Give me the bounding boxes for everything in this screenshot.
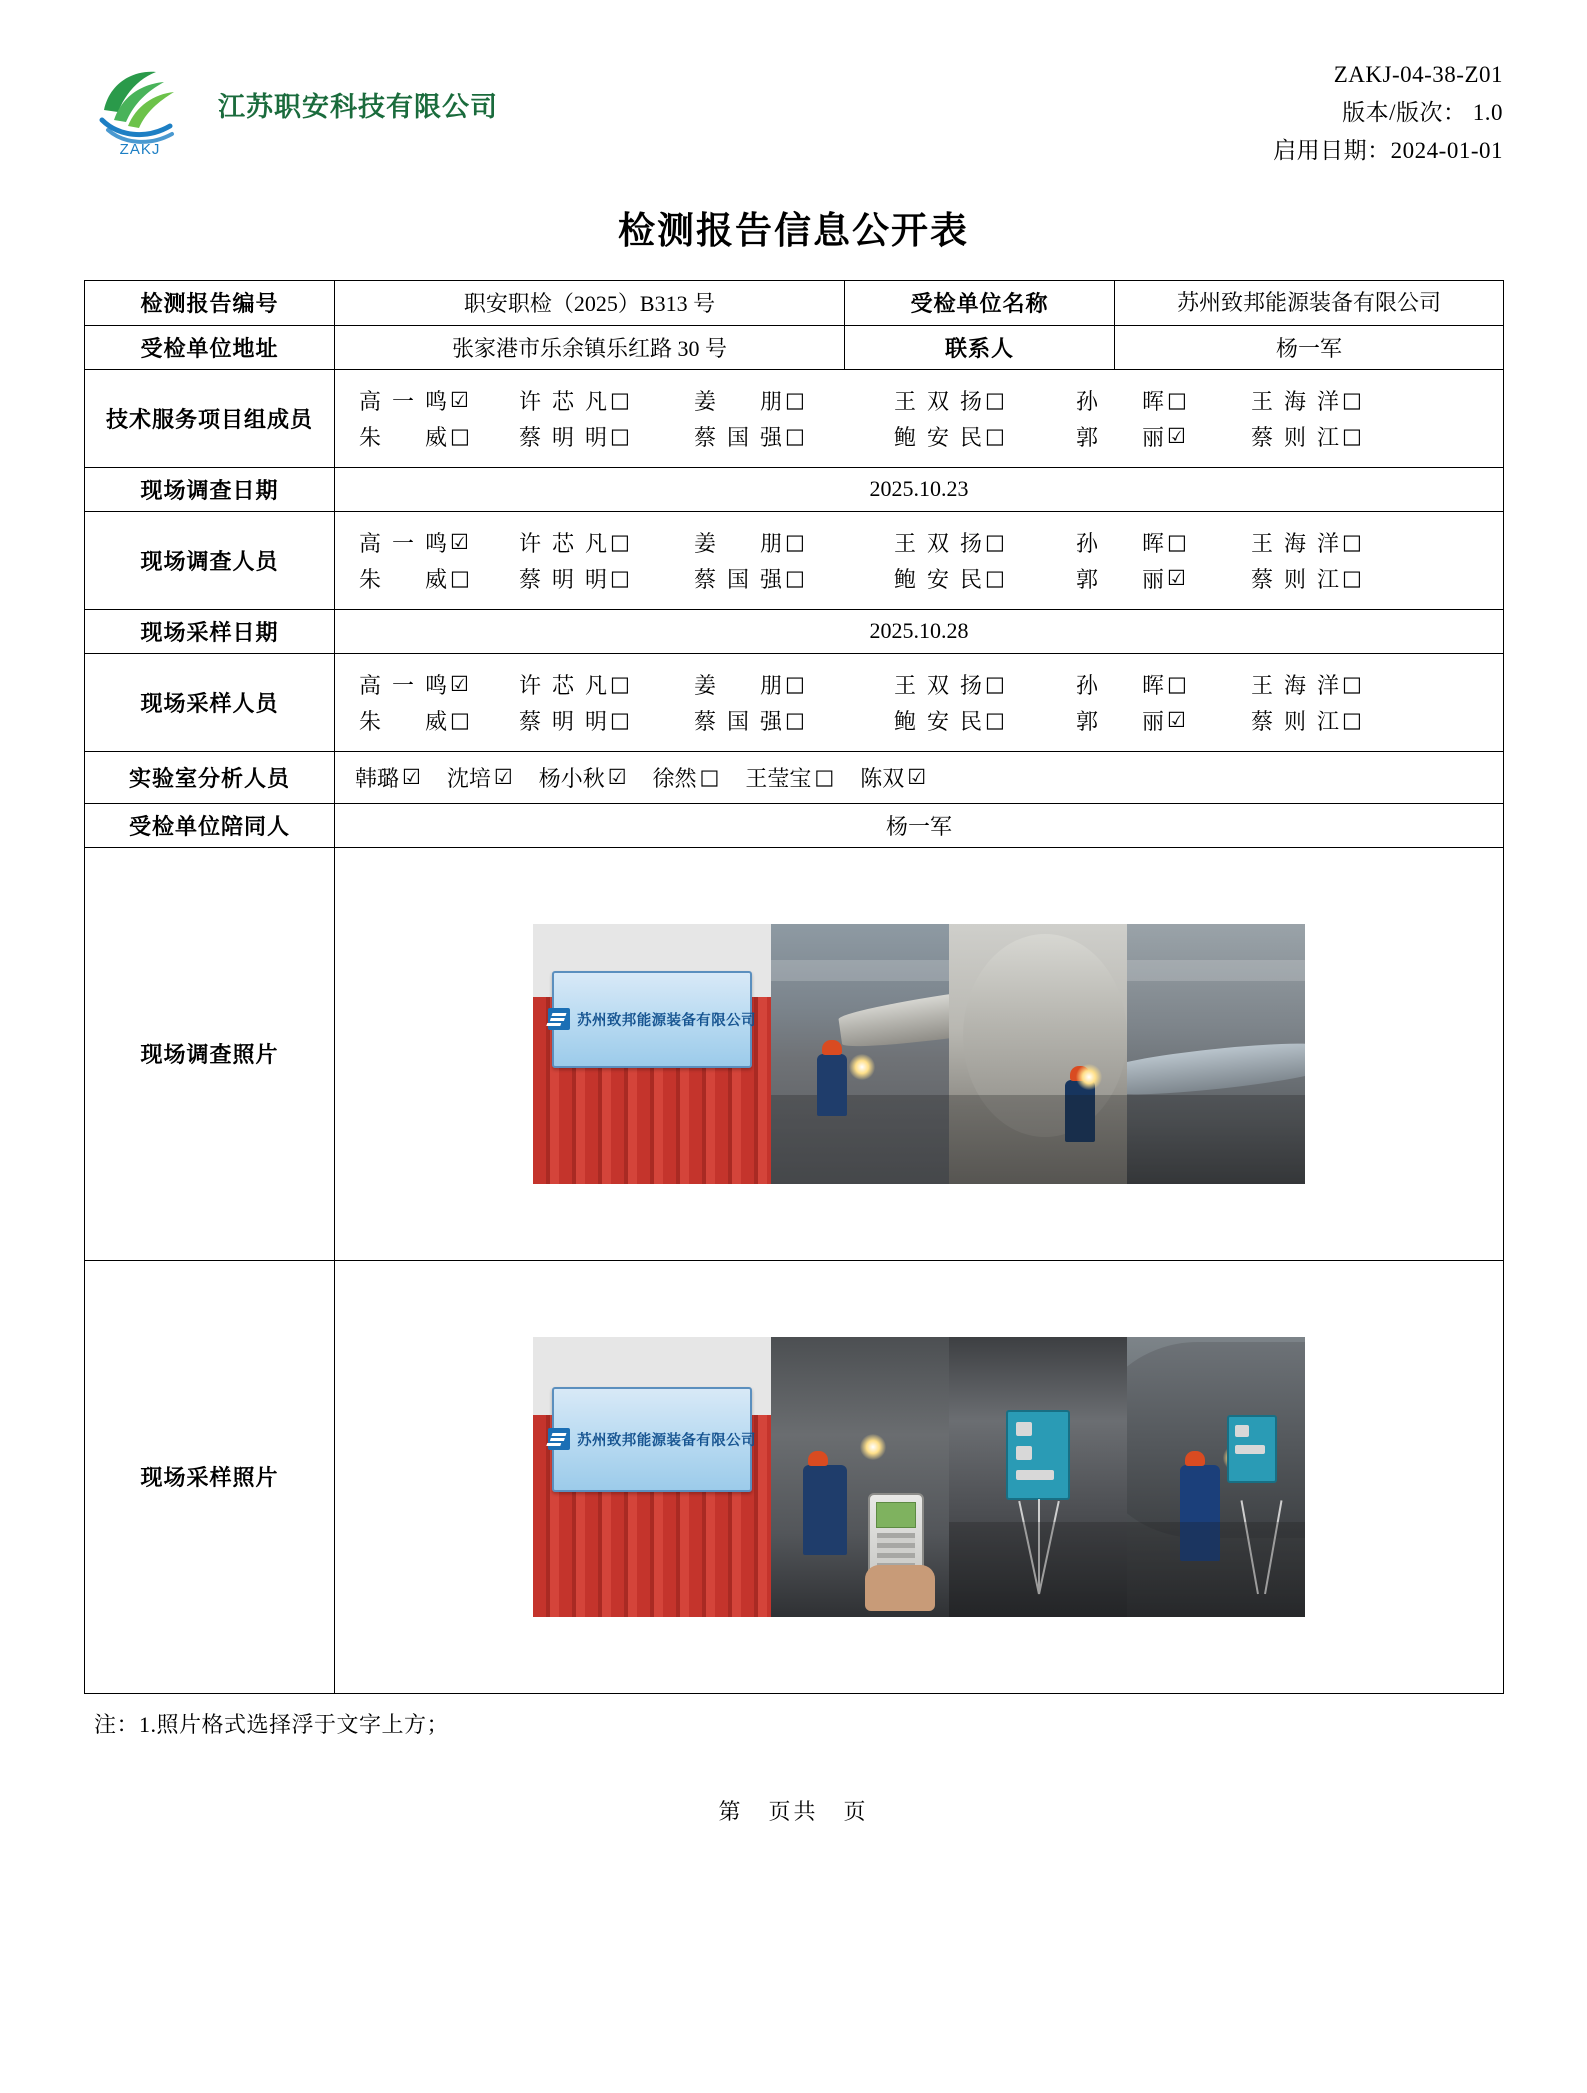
lab-staff-cell (335, 751, 1504, 803)
address-label: 受检单位地址 (85, 325, 335, 369)
contact-label: 联系人 (845, 325, 1115, 369)
checkbox-icon[interactable]: ☑ (450, 387, 469, 412)
staff-option[interactable]: 王双扬 □ (894, 671, 1005, 698)
photo-welding-workshop (771, 924, 949, 1184)
table-row (85, 280, 1504, 325)
staff-option[interactable]: 蔡明明 □ (519, 565, 630, 592)
table-row (85, 1260, 1504, 1693)
sampling-date-label: 现场采样日期 (85, 609, 335, 653)
lab-staff-label: 实验室分析人员 (85, 751, 335, 803)
staff-row-1 (359, 385, 1495, 416)
sampling-photos-label: 现场采样照片 (85, 1260, 335, 1693)
staff-option[interactable]: 蔡国强 □ (694, 707, 805, 734)
checkbox-icon[interactable]: ☑ (907, 764, 927, 789)
table-row (85, 467, 1504, 511)
footer-note: 注：1.照片格式选择浮于文字上方； (94, 1711, 450, 1737)
escort-label: 受检单位陪同人 (85, 803, 335, 847)
staff-option[interactable]: 朱 威 □ (359, 707, 470, 734)
lab-option[interactable]: 杨小秋 ☑ (538, 764, 627, 791)
page-title: 检测报告信息公开表 (618, 210, 969, 252)
staff-option[interactable]: 王海洋 □ (1251, 671, 1362, 698)
staff-option[interactable]: 高一鸣 ☑ (359, 387, 469, 414)
company-logo-icon (84, 48, 196, 160)
checkbox-icon[interactable]: □ (699, 764, 720, 789)
photo-company-signboard (533, 924, 771, 1184)
header-meta (1273, 48, 1503, 170)
survey-staff-label: 现场调查人员 (85, 511, 335, 609)
staff-option[interactable]: 姜 朋 □ (694, 529, 805, 556)
checkbox-icon[interactable]: □ (1167, 529, 1187, 554)
report-no-label: 检测报告编号 (85, 280, 335, 325)
checkbox-icon[interactable]: □ (985, 529, 1005, 554)
staff-option[interactable]: 蔡明明 □ (519, 707, 630, 734)
checkbox-icon[interactable]: □ (610, 387, 630, 412)
staff-checkbox-grid (343, 518, 1495, 603)
staff-option[interactable]: 高一鸣 ☑ (359, 529, 469, 556)
survey-date-value: 2025.10.23 (335, 467, 1504, 511)
checkbox-icon[interactable]: □ (785, 423, 805, 448)
staff-option[interactable]: 郭 丽 ☑ (1076, 423, 1186, 450)
checkbox-icon[interactable]: □ (450, 565, 470, 590)
signboard (552, 971, 756, 1069)
staff-option[interactable]: 许芯凡 □ (519, 387, 630, 414)
lab-option[interactable]: 徐然 □ (652, 764, 720, 791)
staff-option[interactable]: 蔡国强 □ (694, 565, 805, 592)
checkbox-icon[interactable]: □ (610, 707, 630, 732)
staff-option[interactable]: 鲍安民 □ (894, 565, 1005, 592)
doc-version: 版本/版次： 1.0 (1342, 99, 1503, 125)
table-row (85, 751, 1504, 803)
photo-tank-grinding (949, 924, 1127, 1184)
sampling-photos-cell (335, 1260, 1504, 1693)
staff-option[interactable]: 蔡则江 □ (1251, 423, 1362, 450)
checkbox-icon[interactable]: ☑ (450, 529, 469, 554)
staff-option[interactable]: 姜 朋 □ (694, 387, 805, 414)
page-number: 第 页共 页 (718, 1798, 869, 1824)
client-value: 苏州致邦能源装备有限公司 (1115, 280, 1504, 325)
report-no-value: 职安职检（2025）B313 号 (335, 280, 845, 325)
staff-row-1 (359, 527, 1495, 558)
checkbox-icon[interactable]: □ (1167, 387, 1187, 412)
survey-staff-cell (335, 511, 1504, 609)
checkbox-icon[interactable]: □ (985, 671, 1005, 696)
staff-option[interactable]: 孙 晖 □ (1076, 529, 1187, 556)
checkbox-icon[interactable]: □ (985, 565, 1005, 590)
staff-option[interactable]: 姜 朋 □ (694, 671, 805, 698)
staff-option[interactable]: 许芯凡 □ (519, 671, 630, 698)
staff-option[interactable]: 孙 晖 □ (1076, 387, 1187, 414)
staff-option[interactable]: 郭 丽 ☑ (1076, 707, 1186, 734)
sampling-staff-cell (335, 653, 1504, 751)
checkbox-icon[interactable]: □ (1342, 423, 1362, 448)
staff-option[interactable]: 王双扬 □ (894, 529, 1005, 556)
staff-option[interactable]: 王双扬 □ (894, 387, 1005, 414)
checkbox-icon[interactable]: □ (450, 707, 470, 732)
survey-photo-strip (343, 854, 1495, 1254)
table-row (85, 803, 1504, 847)
brand-block (84, 48, 498, 160)
table-row (85, 847, 1504, 1260)
checkbox-icon[interactable]: □ (1342, 387, 1362, 412)
report-info-table (84, 280, 1504, 1694)
table-row (85, 653, 1504, 751)
checkbox-icon[interactable]: ☑ (1167, 565, 1186, 590)
checkbox-icon[interactable]: □ (450, 423, 470, 448)
staff-option[interactable]: 蔡国强 □ (694, 423, 805, 450)
checkbox-icon[interactable]: ☑ (493, 764, 513, 789)
staff-row-2 (359, 705, 1495, 736)
team-label: 技术服务项目组成员 (85, 369, 335, 467)
address-value: 张家港市乐余镇乐红路 30 号 (335, 325, 845, 369)
svg-text:ZAKJ: ZAKJ (119, 141, 161, 158)
staff-option[interactable]: 朱 威 □ (359, 565, 470, 592)
photo-sampler-tripod (949, 1337, 1127, 1617)
checkbox-icon[interactable]: □ (814, 764, 835, 789)
table-row (85, 609, 1504, 653)
staff-option[interactable]: 郭 丽 ☑ (1076, 565, 1186, 592)
photo-handheld-sampling (771, 1337, 949, 1617)
sampling-photo-strip (343, 1267, 1495, 1687)
staff-option[interactable]: 鲍安民 □ (894, 423, 1005, 450)
staff-option[interactable]: 许芯凡 □ (519, 529, 630, 556)
checkbox-icon[interactable]: □ (1167, 671, 1187, 696)
doc-code: ZAKJ-04-38-Z01 (1333, 62, 1503, 87)
signboard (552, 1387, 756, 1492)
staff-option[interactable]: 蔡则江 □ (1251, 565, 1362, 592)
checkbox-icon[interactable]: ☑ (1167, 707, 1186, 732)
checkbox-icon[interactable]: ☑ (402, 764, 421, 789)
table-row (85, 325, 1504, 369)
doc-effective-date: 启用日期：2024-01-01 (1273, 137, 1503, 163)
survey-date-label: 现场调查日期 (85, 467, 335, 511)
checkbox-icon[interactable]: □ (985, 387, 1005, 412)
checkbox-icon[interactable]: ☑ (607, 764, 627, 789)
checkbox-icon[interactable]: □ (785, 529, 805, 554)
checkbox-icon[interactable]: ☑ (1167, 423, 1186, 448)
lab-checkbox-row (343, 758, 1495, 797)
staff-option[interactable]: 孙 晖 □ (1076, 671, 1187, 698)
photo-grinding-sampling (1127, 1337, 1305, 1617)
checkbox-icon[interactable]: □ (985, 423, 1005, 448)
photo-assembly-line (1127, 924, 1305, 1184)
staff-option[interactable]: 王海洋 □ (1251, 529, 1362, 556)
checkbox-icon[interactable]: ☑ (450, 671, 469, 696)
checkbox-icon[interactable]: □ (785, 707, 805, 732)
lab-option[interactable]: 王莹宝 □ (745, 764, 835, 791)
table-row (85, 369, 1504, 467)
sampling-date-value: 2025.10.28 (335, 609, 1504, 653)
survey-photos-cell (335, 847, 1504, 1260)
staff-option[interactable]: 王海洋 □ (1251, 387, 1362, 414)
checkbox-icon[interactable]: □ (1342, 529, 1362, 554)
staff-checkbox-grid (343, 376, 1495, 461)
signboard-text: 苏州致邦能源装备有限公司 (577, 1012, 756, 1029)
staff-option[interactable]: 朱 威 □ (359, 423, 470, 450)
contact-value: 杨一军 (1115, 325, 1504, 369)
client-label: 受检单位名称 (845, 280, 1115, 325)
lab-option[interactable]: 沈培 ☑ (446, 764, 513, 791)
team-members-cell (335, 369, 1504, 467)
staff-row-2 (359, 421, 1495, 452)
checkbox-icon[interactable]: □ (1342, 707, 1362, 732)
document-header (84, 40, 1503, 170)
lab-option[interactable]: 韩璐 ☑ (355, 764, 421, 791)
checkbox-icon[interactable]: □ (610, 671, 630, 696)
checkbox-icon[interactable]: □ (1342, 565, 1362, 590)
checkbox-icon[interactable]: □ (1342, 671, 1362, 696)
staff-checkbox-grid (343, 660, 1495, 745)
survey-photos-label: 现场调查照片 (85, 847, 335, 1260)
photo-company-signboard (533, 1337, 771, 1617)
sampling-staff-label: 现场采样人员 (85, 653, 335, 751)
checkbox-icon[interactable]: □ (610, 529, 630, 554)
checkbox-icon[interactable]: □ (985, 707, 1005, 732)
staff-option[interactable]: 蔡则江 □ (1251, 707, 1362, 734)
checkbox-icon[interactable]: □ (785, 387, 805, 412)
checkbox-icon[interactable]: □ (610, 565, 630, 590)
staff-option[interactable]: 高一鸣 ☑ (359, 671, 469, 698)
staff-row-2 (359, 563, 1495, 594)
signboard-text: 苏州致邦能源装备有限公司 (577, 1432, 756, 1449)
company-name: 江苏职安科技有限公司 (218, 91, 498, 122)
staff-option[interactable]: 蔡明明 □ (519, 423, 630, 450)
escort-value: 杨一军 (335, 803, 1504, 847)
signboard-logo-icon (548, 1008, 570, 1030)
lab-option[interactable]: 陈双 ☑ (860, 764, 927, 791)
checkbox-icon[interactable]: □ (785, 565, 805, 590)
checkbox-icon[interactable]: □ (785, 671, 805, 696)
staff-row-1 (359, 669, 1495, 700)
table-row (85, 511, 1504, 609)
signboard-logo-icon (548, 1428, 570, 1450)
checkbox-icon[interactable]: □ (610, 423, 630, 448)
staff-option[interactable]: 鲍安民 □ (894, 707, 1005, 734)
